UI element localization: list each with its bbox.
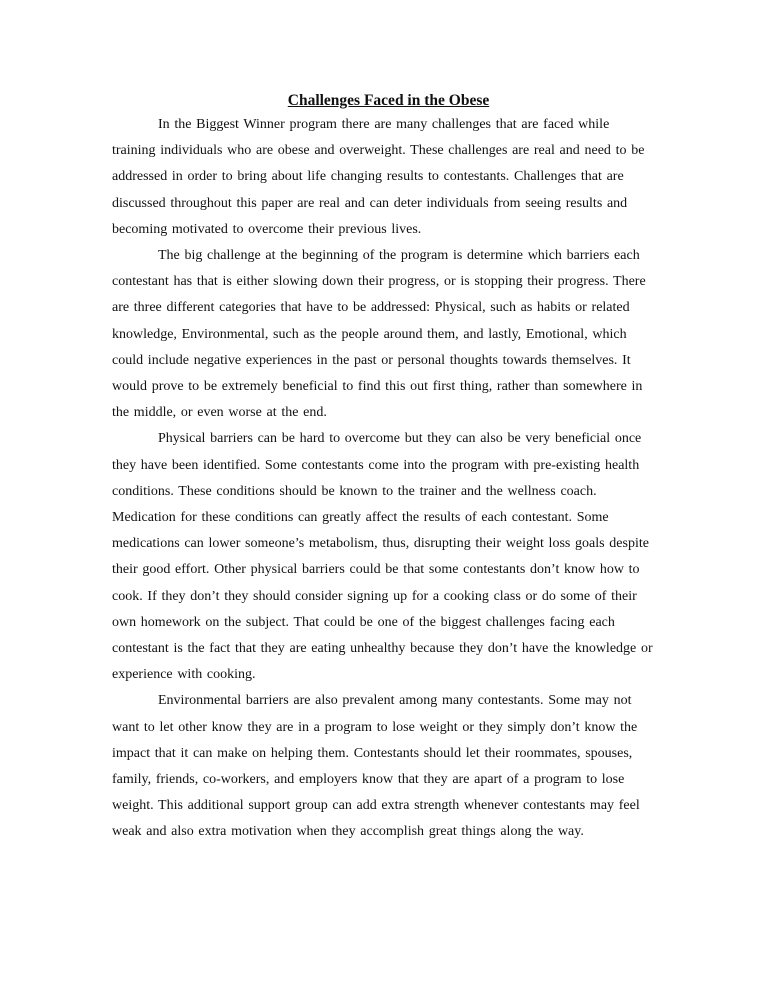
document-body <box>112 90 657 846</box>
paragraph-intro: In the Biggest Winner program there are many challenges that are faced while training individuals who are obese and overweight. These challenges are real and need to be addressed in order to bring about life changing results to contestants. Challenges that are discussed throughout this paper are real and can deter individuals from seeing results and becoming motivated to overcome their previous lives. <box>112 117 645 237</box>
paragraph-barriers: The big challenge at the beginning of the program is determine which barriers each contestant has that is either slowing down their progress, or is stopping their progress. There are three different categories that have to be addressed: Physical, such as habits or related knowledge, Environmental, such as the people around them, and lastly, Emotional, which could include negative experiences in the past or personal thoughts towards themselves. It would prove to be extremely beneficial to find this out first thing, rather than somewhere in the middle, or even worse at the end. <box>112 248 646 421</box>
document-title: Challenges Faced in the Obese <box>287 92 490 109</box>
paragraph-environmental: Environmental barriers are also prevalent among many contestants. Some may not want to let other know they are in a program to lose weight or they simply don’t know the impact that it can make on helping them. Contestants should let their roommates, spouses, family, friends, co-workers, and employers know that they are apart of a program to lose weight. This additional support group can add extra strength whenever contestants may feel weak and also extra motivation when they accomplish great things along the way. <box>112 693 640 840</box>
paragraph-physical: Physical barriers can be hard to overcome but they can also be very beneficial once they have been identified. Some contestants come into the program with pre-existing health conditions. These conditions should be known to the trainer and the wellness coach. Medication for these conditions can greatly affect the results of each contestant. Some medications can lower someone’s metabolism, thus, disrupting their weight loss goals despite their good effort. Other physical barriers could be that some contestants don’t know how to cook. If they don’t they should consider signing up for a cooking class or do some of their own homework on the subject. That could be one of the biggest challenges facing each contestant is the fact that they are eating unhealthy because they don’t have the knowledge or experience with cooking. <box>112 431 653 683</box>
